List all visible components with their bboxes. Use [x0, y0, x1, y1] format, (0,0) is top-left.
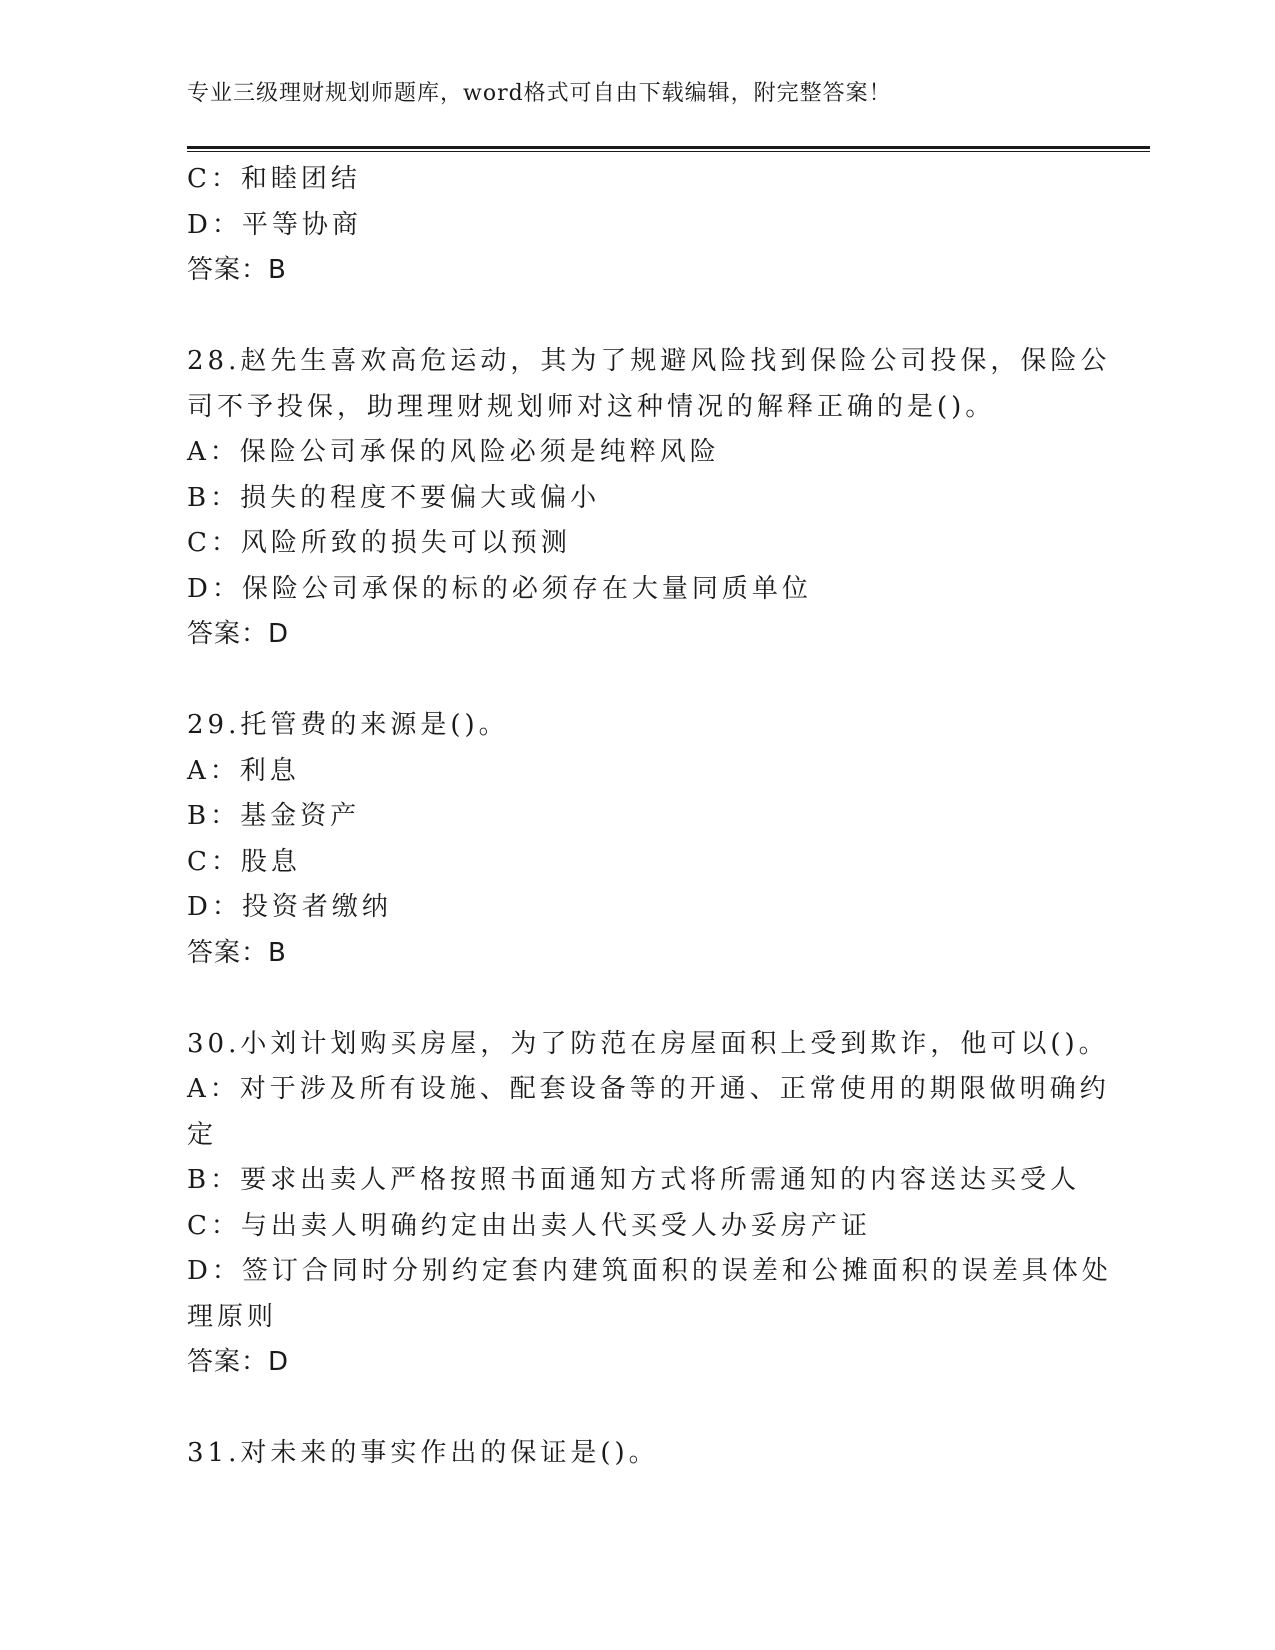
spacer [187, 658, 1087, 704]
q29-option-d: D：投资者缴纳 [187, 892, 392, 922]
spacer [187, 294, 1087, 340]
header-rule-thick [187, 146, 1150, 149]
spacer [187, 976, 1087, 1022]
q28-option-c: C：风险所致的损失可以预测 [187, 528, 571, 558]
q29-option-b: B：基金资产 [187, 801, 361, 831]
q30-option-d-line1: D：签订合同时分别约定套内建筑面积的误差和公摊面积的误差具体处 [187, 1256, 1112, 1286]
q29-option-c: C：股息 [187, 846, 301, 877]
q30-option-a-line2: 定 [187, 1119, 218, 1150]
q30-option-b: B：要求出卖人严格按照书面通知方式将所需通知的内容送达买受人 [187, 1165, 1081, 1195]
q28-option-b: B：损失的程度不要偏大或偏小 [187, 482, 601, 513]
q28-option-d: D：保险公司承保的标的必须存在大量同质单位 [187, 573, 812, 604]
q27-option-d: D：平等协商 [187, 209, 362, 240]
q28-option-a: A：保险公司承保的风险必须是纯粹风险 [187, 437, 720, 467]
q29-stem: 29.托管费的来源是()。 [187, 710, 509, 740]
q30-option-a-line1: A：对于涉及所有设施、配套设备等的开通、正常使用的期限做明确约 [187, 1074, 1110, 1104]
spacer [187, 1386, 1087, 1432]
q30-option-c: C：与出卖人明确约定由出卖人代买受人办妥房产证 [187, 1210, 871, 1241]
question-content [187, 157, 1112, 1477]
q27-option-c: C：和睦团结 [187, 164, 361, 194]
q27-answer: 答案：B [187, 255, 287, 285]
q30-option-d-line2: 理原则 [187, 1301, 278, 1332]
q30-answer: 答案：D [187, 1347, 290, 1377]
header-rule-thin [187, 151, 1150, 152]
q29-answer: 答案：B [187, 937, 287, 968]
q31-stem: 31.对未来的事实作出的保证是()。 [187, 1438, 659, 1468]
q28-answer: 答案：D [187, 619, 290, 649]
page-header: 专业三级理财规划师题库，word格式可自由下载编辑，附完整答案！ [187, 81, 892, 106]
q29-option-a: A：利息 [187, 755, 300, 786]
q28-stem-line2: 司不予投保，助理理财规划师对这种情况的解释正确的是()。 [187, 391, 996, 422]
q30-stem: 30.小刘计划购买房屋，为了防范在房屋面积上受到欺诈，他可以()。 [187, 1028, 1109, 1059]
q28-stem-line1: 28.赵先生喜欢高危运动，其为了规避风险找到保险公司投保，保险公 [187, 346, 1111, 376]
